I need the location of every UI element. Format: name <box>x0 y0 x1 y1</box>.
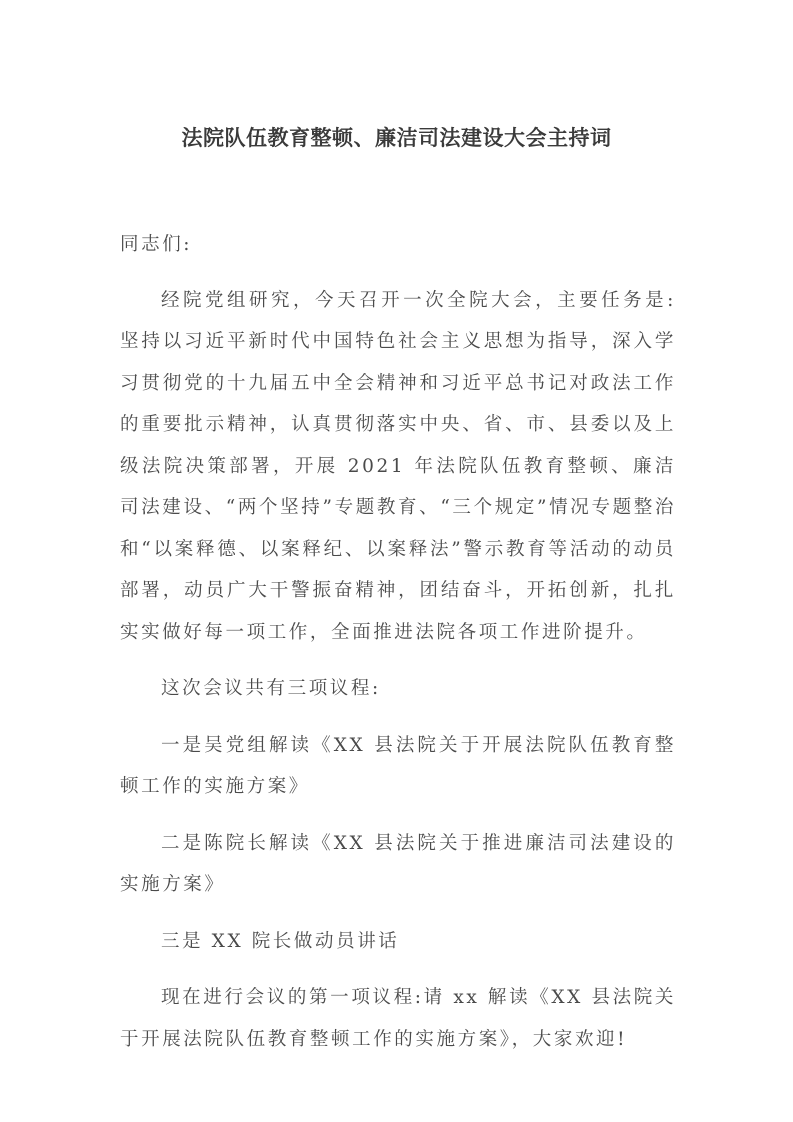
paragraph-intro: 经院党组研究，今天召开一次全院大会，主要任务是:坚持以习近平新时代中国特色社会主义思想为指导，深入学习贯彻党的十九届五中全会精神和习近平总书记对政法工作的重要批示精神，认真贯彻落实中央、省、市、县委以及上级法院决策部署，开展 2021 年法院队伍教育整顿、廉洁司法建设、“两个坚持”专题教育、“三个规定”情况专题整治和“以案释德、以案释纪、以案释法”警示教育等活动的动员部署，动员广大干警振奋精神，团结奋斗，开拓创新，扎扎实实做好每一项工作，全面推进法院各项工作进阶提升。 <box>120 289 676 643</box>
paragraph-agenda-item-1: 一是吴党组解读《XX 县法院关于开展法院队伍教育整顿工作的实施方案》 <box>120 734 676 797</box>
document-body <box>120 224 676 1075</box>
paragraph-first-agenda: 现在进行会议的第一项议程:请 xx 解读《XX 县法院关于开展法院队伍教育整顿工作的实施方案》，大家欢迎! <box>120 987 676 1050</box>
greeting: 同志们: <box>120 234 193 255</box>
paragraph-agenda-item-3: 三是 XX 院长做动员讲话 <box>161 930 400 952</box>
document-title: 法院队伍教育整顿、廉洁司法建设大会主持词 <box>181 126 612 150</box>
paragraph-agenda-intro: 这次会议共有三项议程: <box>161 678 381 699</box>
paragraph-agenda-item-2: 二是陈院长解读《XX 县法院关于推进廉洁司法建设的实施方案》 <box>120 832 676 895</box>
